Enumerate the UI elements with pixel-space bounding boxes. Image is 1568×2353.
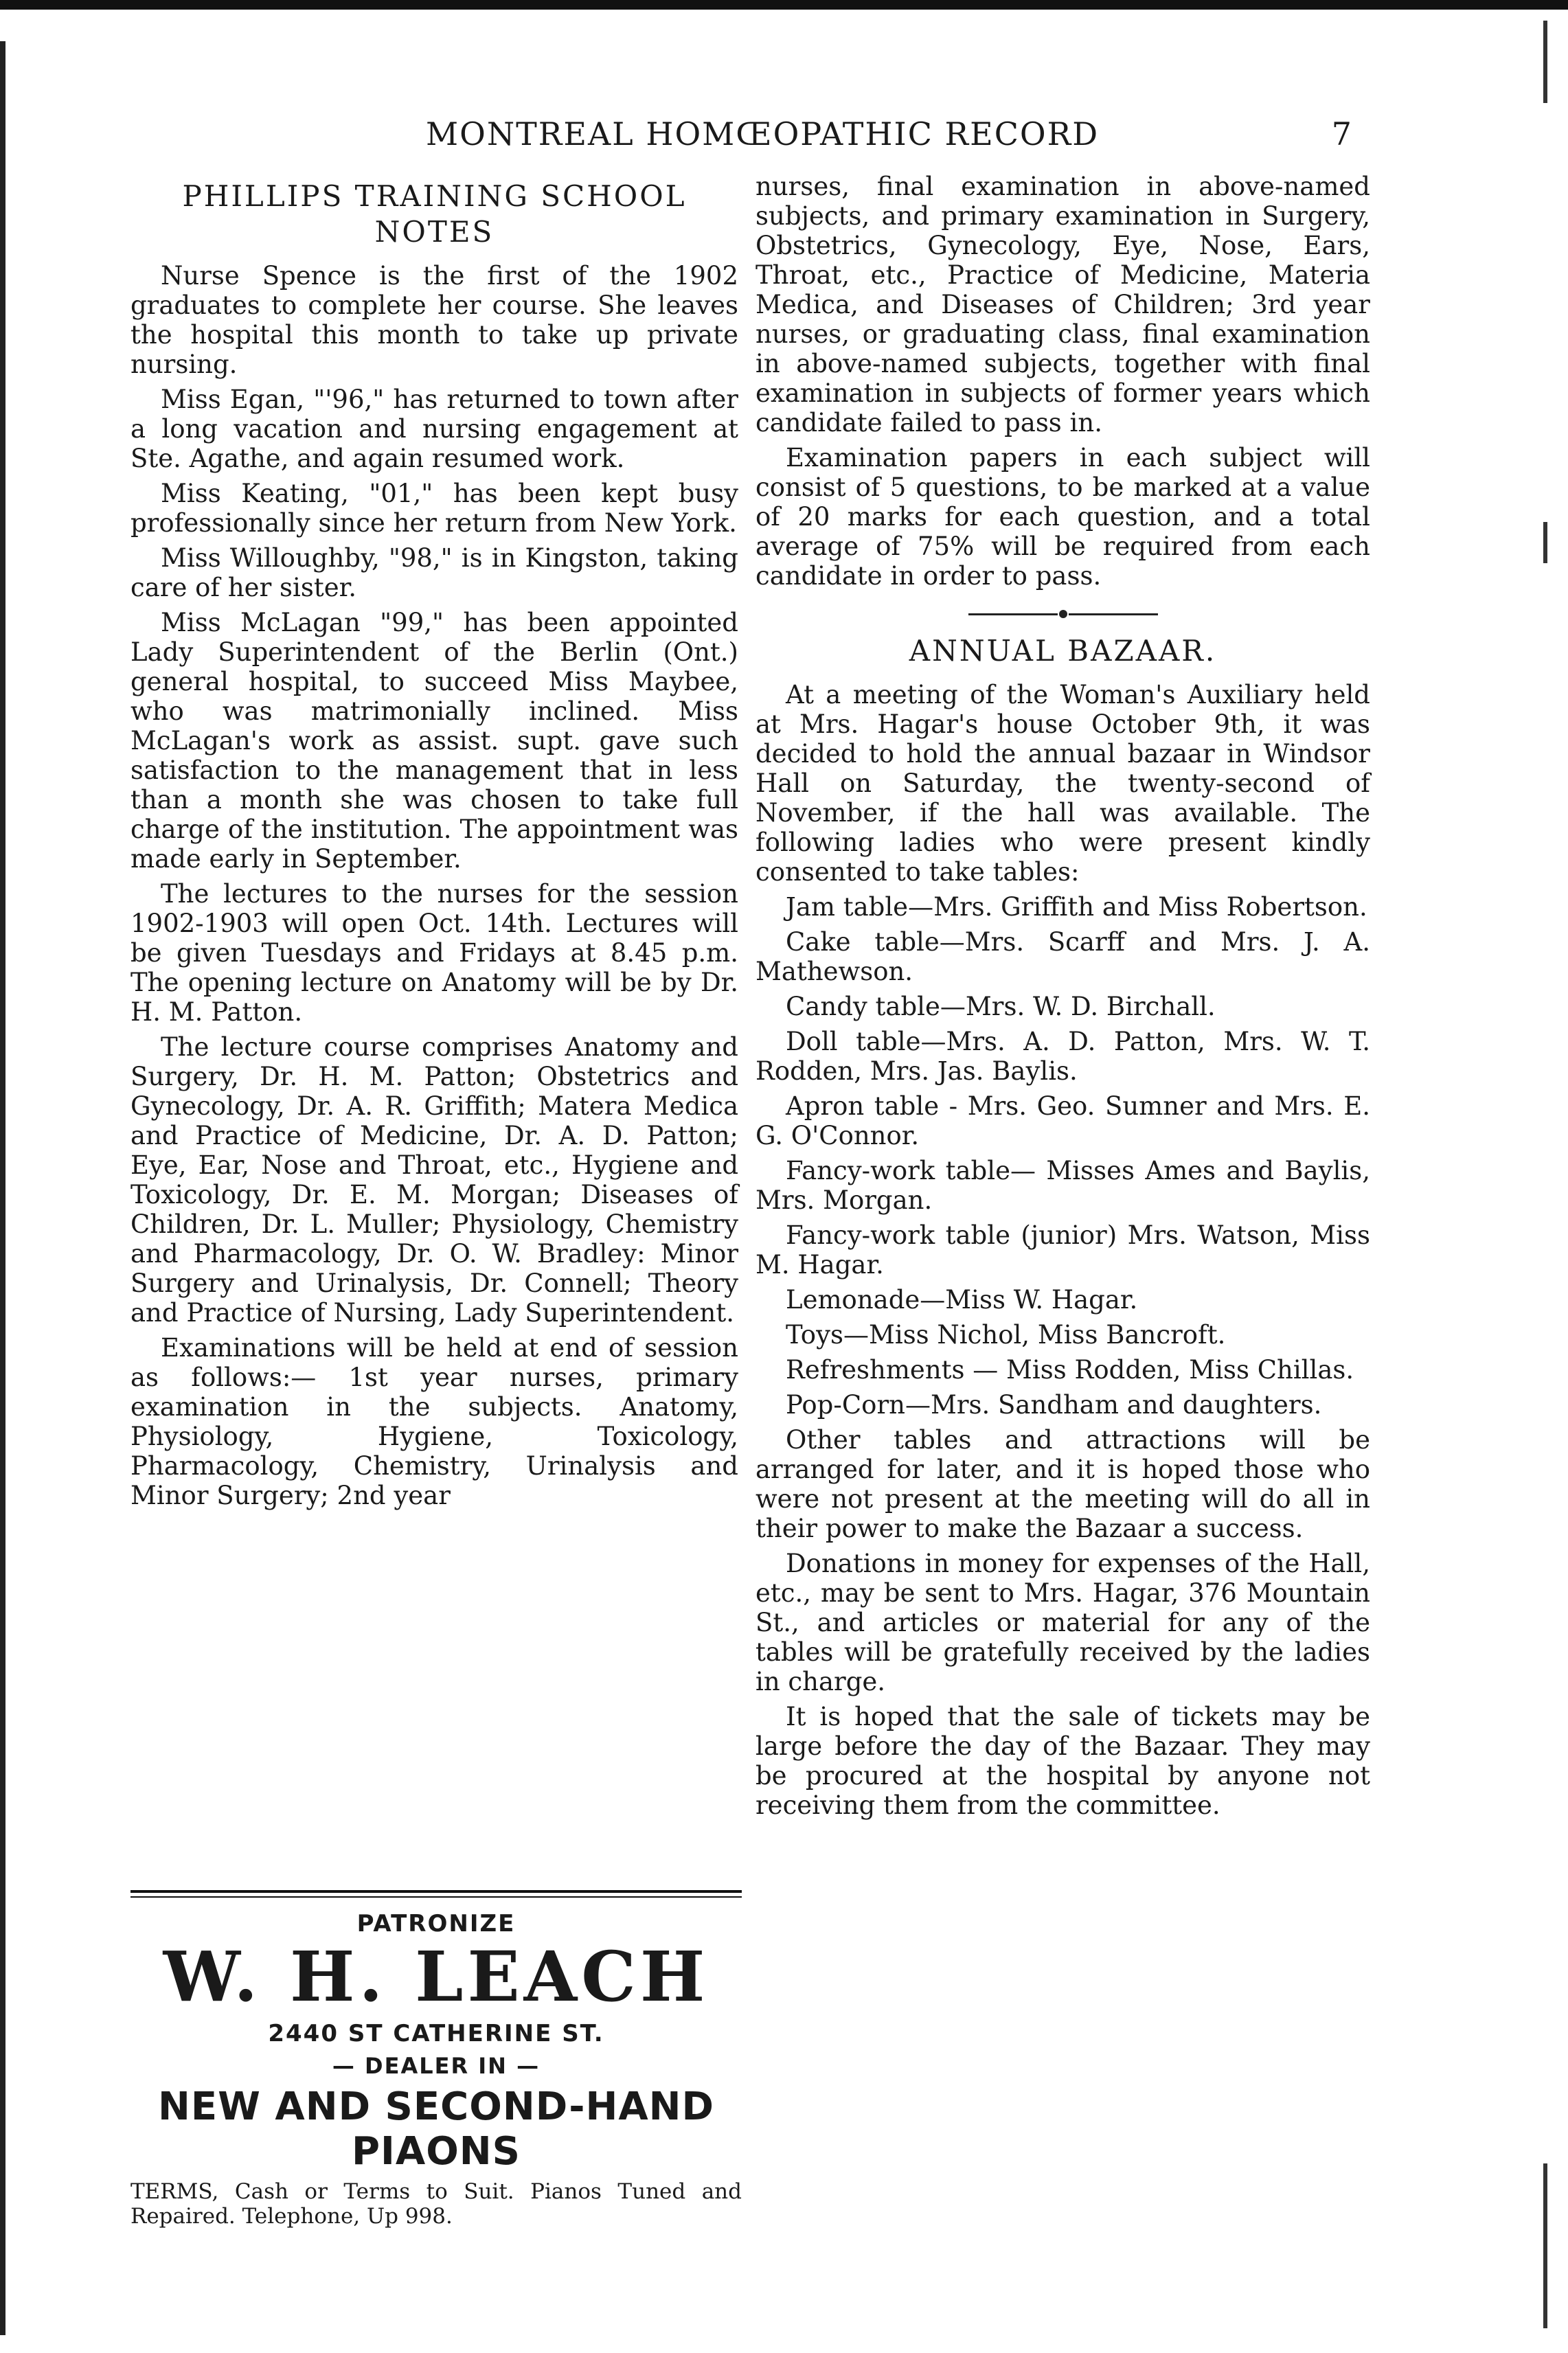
edge-mark — [1543, 522, 1547, 563]
page-top-border — [0, 0, 1568, 10]
paragraph: nurses, final examination in above-named subjects, and primary examination in Surgery, Obstetrics, Gynecology, Eye, Nose, Ears, Throat, etc., Practice of Medicine, Materia Medica, and Diseases of Children; 3rd year nurses, or graduating class, final examination in above-named subjects, together with final examination in subjects of former years which candidate failed to pass in. — [755, 172, 1370, 437]
ad-firm-name: W. H. LEACH — [163, 1936, 709, 2017]
paragraph: Nurse Spence is the first of the 1902 graduates to complete her course. She leaves the hospital this month to take up private nursing. — [130, 261, 738, 379]
bazaar-table-entry: Refreshments — Miss Rodden, Miss Chillas. — [786, 1355, 1354, 1385]
section-title-training-school — [130, 179, 738, 250]
paragraph: The lecture course comprises Anatomy and Surgery, Dr. H. M. Patton; Obstetrics and Gynecology, Dr. A. R. Griffith; Matera Medica and Practice of Medicine, Dr. A. D. Patton; Eye, Ear, Nose and Throat, etc., Hygiene and Toxicology, Dr. E. M. Morgan; Diseases of Children, Dr. L. Muller; Physiology, Chemistry and Pharmacology, Dr. O. W. Bradley: Minor Surgery and Urinalysis, Dr. Connell; Theory and Practice of Nursing, Lady Superintendent. — [130, 1032, 738, 1328]
bazaar-table-entry: Doll table—Mrs. A. D. Patton, Mrs. W. T. Rodden, Mrs. Jas. Baylis. — [755, 1027, 1370, 1086]
ad-address: 2440 ST CATHERINE ST. — [268, 2020, 604, 2047]
bazaar-table-entry: Fancy-work table— Misses Ames and Baylis, Mrs. Morgan. — [755, 1156, 1370, 1215]
edge-mark — [1543, 2163, 1547, 2328]
paragraph: The lectures to the nurses for the session 1902-1903 will open Oct. 14th. Lectures will be given Tuesdays and Fridays at 8.45 p.m. The opening lecture on Anatomy will be by Dr. H. M. Patton. — [130, 879, 738, 1027]
ad-rule — [130, 1890, 742, 1893]
bazaar-table-entry: Cake table—Mrs. Scarff and Mrs. J. A. Mathewson. — [755, 927, 1370, 986]
left-column — [130, 172, 738, 1516]
paragraph: Miss Keating, "01," has been kept busy professionally since her return from New York. — [130, 479, 738, 538]
ad-product: NEW AND SECOND-HAND PIAONS — [157, 2084, 715, 2174]
ad-rule — [130, 1896, 742, 1898]
section-title-line: PHILLIPS TRAINING SCHOOL — [182, 179, 687, 213]
paragraph: Miss McLagan "99," has been appointed Lady Superintendent of the Berlin (Ont.) general hospital, to succeed Miss Maybee, who was matrimonially inclined. Miss McLagan's work as assist. supt. gave such satisfaction to the management that in less than a month she was chosen to take full charge of the institution. The appointment was made early in September. — [130, 608, 738, 874]
journal-title: MONTREAL HOMŒOPATHIC RECORD — [426, 115, 1100, 152]
section-title-line: NOTES — [374, 215, 495, 249]
advertisement-leach — [130, 1890, 742, 2229]
page-number: 7 — [1331, 115, 1353, 152]
section-divider — [755, 610, 1370, 618]
paragraph: Examinations will be held at end of session as follows:— 1st year nurses, primary examination in the subjects. Anatomy, Physiology, Hygiene, Toxicology, Pharmacology, Chemistry, Urinalysis and Minor Surgery; 2nd year — [130, 1333, 738, 1510]
divider-line — [968, 613, 1058, 615]
edge-mark — [1543, 21, 1547, 103]
bazaar-table-entry: Fancy-work table (junior) Mrs. Watson, Miss M. Hagar. — [755, 1220, 1370, 1280]
right-column — [755, 172, 1370, 1826]
page-left-border — [0, 41, 5, 2335]
ad-patronize: PATRONIZE — [356, 1910, 516, 1937]
paragraph: It is hoped that the sale of tickets may be large before the day of the Bazaar. They may be procured at the hospital by anyone not receiving them from the committee. — [755, 1702, 1370, 1820]
paragraph: Miss Egan, "'96," has returned to town after a long vacation and nursing engagement at Ste. Agathe, and again resumed work. — [130, 385, 738, 473]
bazaar-table-entry: Jam table—Mrs. Griffith and Miss Robertson. — [786, 892, 1367, 922]
paragraph: At a meeting of the Woman's Auxiliary held at Mrs. Hagar's house October 9th, it was decided to hold the annual bazaar in Windsor Hall on Saturday, the twenty-second of November, if the hall was available. The following ladies who were present kindly consented to take tables: — [755, 680, 1370, 887]
section-title-bazaar: ANNUAL BAZAAR. — [909, 634, 1217, 668]
divider-line — [1069, 613, 1158, 615]
running-header — [137, 115, 1353, 163]
ad-terms: TERMS, Cash or Terms to Suit. Pianos Tuned and Repaired. Telephone, Up 998. — [130, 2179, 742, 2229]
paragraph: Donations in money for expenses of the Hall, etc., may be sent to Mrs. Hagar, 376 Mountain St., and articles or material for any of the tables will be gratefully received by the ladies in charge. — [755, 1549, 1370, 1696]
bazaar-table-entry: Candy table—Mrs. W. D. Birchall. — [786, 992, 1216, 1021]
bazaar-table-entry: Pop-Corn—Mrs. Sandham and daughters. — [786, 1390, 1322, 1420]
paragraph: Other tables and attractions will be arranged for later, and it is hoped those who were not present at the meeting will do all in their power to make the Bazaar a success. — [755, 1425, 1370, 1543]
bazaar-table-entry: Toys—Miss Nichol, Miss Bancroft. — [786, 1320, 1226, 1350]
divider-dot — [1059, 610, 1067, 618]
ad-dealer-line: — DEALER IN — — [332, 2053, 541, 2079]
paragraph: Examination papers in each subject will consist of 5 questions, to be marked at a value of 20 marks for each question, and a total average of 75% will be required from each candidate in order to pass. — [755, 443, 1370, 591]
paragraph: Miss Willoughby, "98," is in Kingston, taking care of her sister. — [130, 543, 738, 602]
bazaar-table-entry: Apron table - Mrs. Geo. Sumner and Mrs. E. G. O'Connor. — [755, 1091, 1370, 1150]
bazaar-table-entry: Lemonade—Miss W. Hagar. — [786, 1285, 1138, 1315]
